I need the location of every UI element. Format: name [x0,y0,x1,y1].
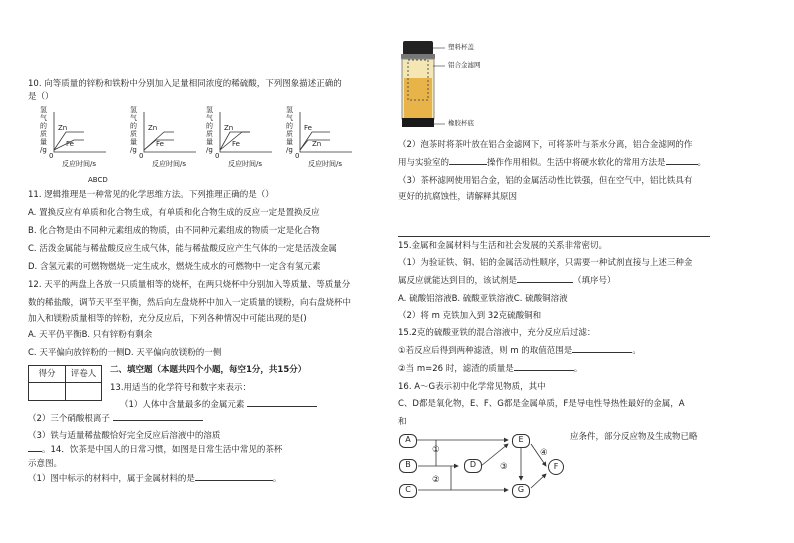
answer-line[interactable] [398,236,710,237]
q15-part-1-line-1: （1）为验证铁、铜、铝的金属活动性顺序，只需要一种试剂直接与上述三种金 [398,258,693,268]
x-axis-label: 反应时间/s [152,160,187,168]
q13-stem: 13.用适当的化学符号和数字来表示： [110,383,252,393]
q11-option-d: D. 含氢元素的可燃物燃烧一定生成水，燃烧生成水的可燃物中一定含有氢元素 [28,262,321,272]
cup-label-filter: 铝合金滤网 [448,61,481,69]
q11-option-a: A. 置换反应有单质和化合物生成，有单质和化合物生成的反应一定是置换反应 [28,208,320,218]
node-a: A [399,434,417,448]
node-c: C [399,484,417,498]
answer-blank[interactable] [449,164,487,165]
score-box [28,365,102,401]
q16-line-3: 和 [398,417,407,427]
q13-part-1: （1）人体中含量最多的金属元素 [120,400,317,411]
node-f: F [548,459,564,475]
q10-mini-graph [206,106,286,176]
answer-blank[interactable] [28,451,42,452]
series-label-bottom: Fe [232,140,240,148]
q10-y-axis-label: 氢 气 的 质 量 /g [40,106,47,154]
series-label-top: Fe [304,124,312,132]
q14-part-3-line-1: （3）茶杯滤网使用铝合金，铝的金属活动性比铁强，但在空气中，铝比铁具有 [398,176,693,186]
score-box-label-grader: 评卷人 [66,366,101,383]
q13-part-3: （3）铁与适量稀盐酸恰好完全反应后溶液中的溶质 [28,431,221,441]
answer-blank[interactable] [247,406,317,407]
q15-part-1-line-2: 属反应就能达到目的，该试剂是 （填序号） [398,276,616,286]
q15-stem: 15.金属和金属材料与生活和社会发展的关系非常密切。 [398,241,608,251]
q14-intro: 。14．饮茶是中国人的日常习惯，如图是日常生活中常见的茶杯 [28,445,282,456]
q10-stem-2: 是（） [28,92,54,102]
q16-line-1: 16. A～G表示初中化学常见物质，其中 [398,382,546,392]
origin-label: 0 [295,152,300,160]
q10-mini-graph [286,106,366,176]
q13-part-2: （2）三个硝酸根离子 [28,414,203,425]
q12-line-1: 12. 天平的两盘上各放一只质量相等的烧杯，在两只烧杯中分别加入等质量、等质量分 [28,280,351,290]
q10-y-axis-label: 氢 气 的 质 量 /g [206,106,213,154]
node-d: D [464,459,482,473]
q12-line-2: 数的稀盐酸，调节天平至平衡，然后向左盘烧杯中加入一定质量的镁粉，向右盘烧杯中 [28,298,352,308]
q15-sub-2: ②当 m=26 时，滤渣的质量是 。 [398,364,583,374]
node-g: G [512,484,530,498]
q15-part-2: （2）将 m 克铁加入到 32克硫酸铜和 [398,311,542,321]
answer-blank[interactable] [517,282,573,283]
q14-part-1: （1）图中标示的材料中，属于金属材料的是 。 [28,474,282,484]
q15-sub-1: ①若反应后得到两种滤渣，则 m 的取值范围是 。 [398,346,641,356]
node-e: E [512,434,530,448]
answer-blank[interactable] [514,370,574,371]
series-label-top: Zn [148,124,158,132]
marker-1: ① [432,445,440,455]
series-label-top: Zn [58,124,68,132]
q11-option-c: C. 活泼金属能与稀盐酸反应生成气体，能与稀盐酸反应产生气体的一定是活泼金属 [28,244,337,254]
origin-label: 0 [49,152,54,160]
answer-blank[interactable] [572,352,632,353]
q12-option-cd: C. 天平偏向放锌粉的一侧D. 天平偏向放镁粉的一侧 [28,348,222,358]
q10-mini-graph [40,106,120,176]
q14-part-2-line-1: （2）泡茶时将茶叶放在铝合金滤网下，可将茶叶与茶水分离，铝合金滤网的作 [398,140,693,150]
answer-blank[interactable] [113,420,203,421]
node-b: B [399,459,417,473]
cup-label-base: 橡胶杯底 [448,119,474,127]
marker-3: ③ [500,462,508,472]
series-label-bottom: Fe [66,140,74,148]
q15-options: A. 硫酸铝溶液B. 硫酸亚铁溶液C. 硫酸铜溶液 [398,294,568,304]
q15-part-2-cont: 15.2克的硫酸亚铁的混合溶液中，充分反应后过滤： [398,328,596,338]
x-axis-label: 反应时间/s [228,160,263,168]
q10-y-axis-label: 氢 气 的 质 量 /g [286,106,293,154]
series-label-top: Zn [224,124,234,132]
answer-blank[interactable] [666,164,698,165]
score-box-label-score: 得分 [29,366,66,383]
q10-stem-1: 10. 向等质量的锌粉和铁粉中分别加入足量相同浓度的稀硫酸，下列图象描述正确的 [28,79,342,89]
marker-4: ④ [540,448,548,458]
q12-option-ab: A. 天平仍平衡B. 只有锌粉有剩余 [28,330,153,340]
q11-stem: 11. 逻辑推理是一种常见的化学思维方法。下列推理正确的是（） [28,190,274,200]
x-axis-label: 反应时间/s [308,160,343,168]
origin-label: 0 [139,152,144,160]
series-label-bottom: Fe [156,140,164,148]
section-2-title: 二、填空题（本题共四个小题，每空1分，共15分） [110,365,307,375]
q16-line-4: 应条件，部分反应物及生成物已略 [570,432,698,442]
x-axis-label: 反应时间/s [62,160,97,168]
q14-part-2-line-2: 用与实验室的 操作作用相似。生活中将硬水软化的常用方法是 。 [398,158,707,168]
q10-abcd: ABCD [88,176,108,184]
origin-label: 0 [215,152,220,160]
q14-part-3-line-2: 更好的抗腐蚀性，请解释其原因 [398,192,518,202]
q16-line-2: C、D都是氧化物，E、F、G都是金属单质，F是导电性导热性最好的金属，A [398,399,685,409]
q10-y-axis-label: 氢 气 的 质 量 /g [130,106,137,154]
q14-intro-2: 示意图。 [28,459,63,469]
q11-option-b: B. 化合物是由不同种元素组成的物质，由不同种元素组成的物质一定是化合物 [28,226,320,236]
series-label-bottom: Zn [312,140,322,148]
q12-line-3: 加入和镁粉质量相等的锌粉，充分反应后，下列各种情况中可能出现的是() [28,314,307,324]
q10-mini-graph [130,106,210,176]
answer-blank[interactable] [195,480,273,481]
cup-label-lid: 塑料杯盖 [448,43,474,51]
marker-2: ② [432,475,440,485]
